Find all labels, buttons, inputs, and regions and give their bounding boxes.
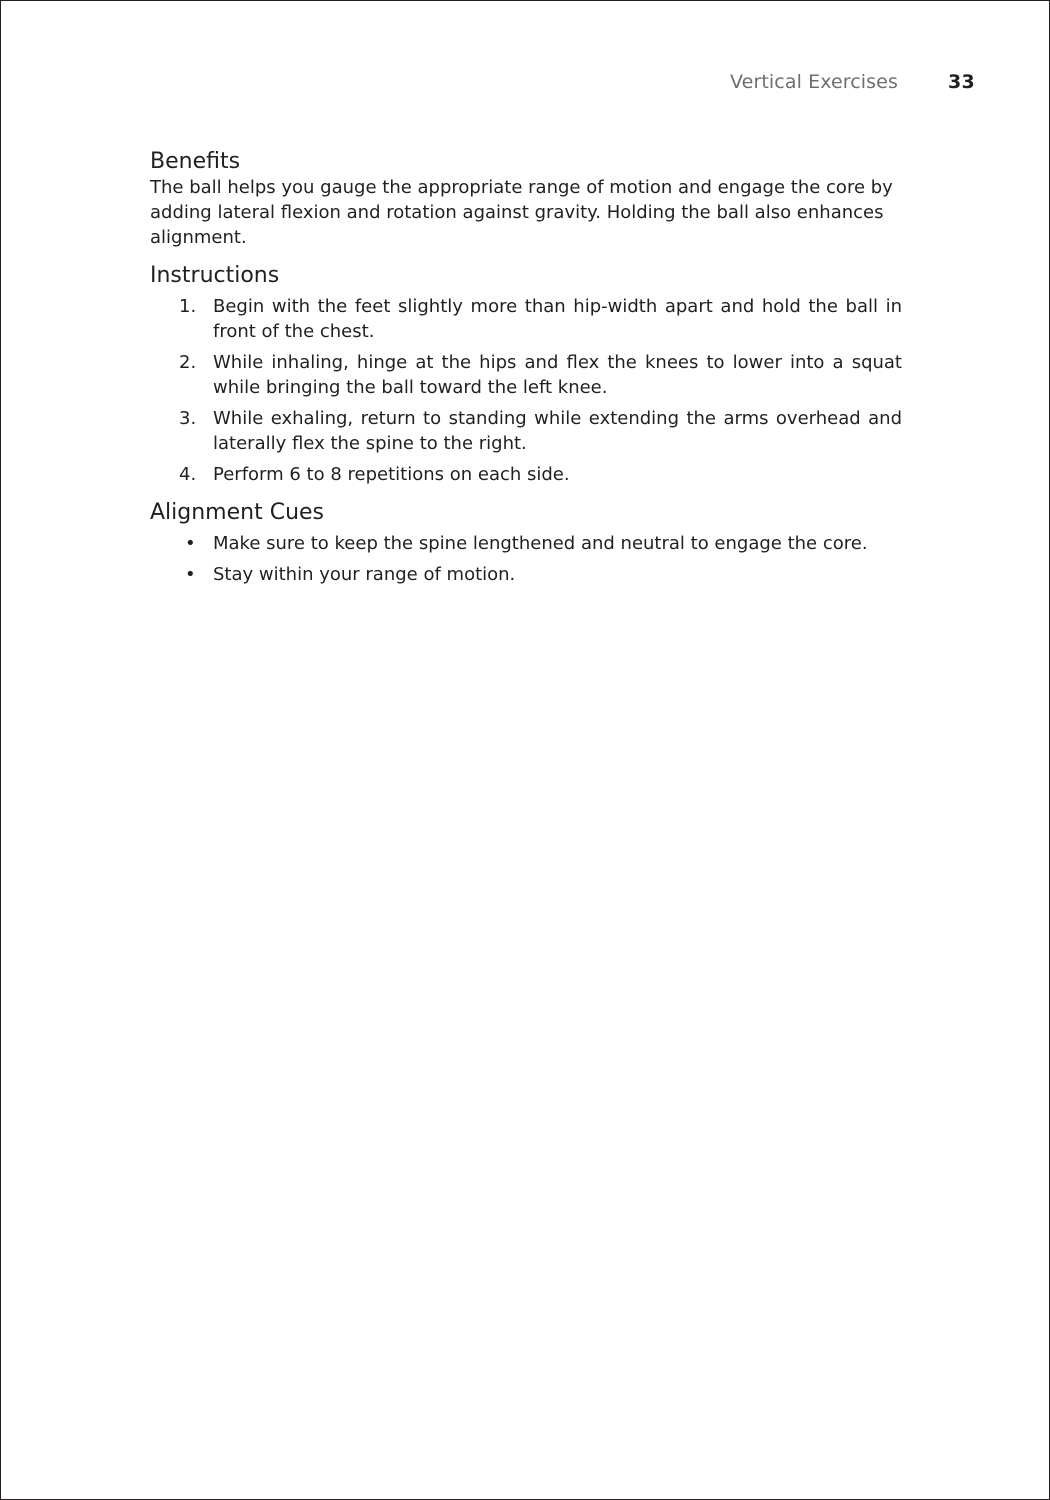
instructions-list — [150, 294, 902, 487]
instruction-step — [150, 406, 902, 456]
instruction-step — [150, 350, 902, 400]
step-number: 1. — [179, 296, 197, 317]
instructions-heading: Instructions — [150, 263, 280, 288]
step-text: Begin with the feet slightly more than hip-width apart and hold the ball in front of the chest. — [213, 296, 902, 342]
benefits-heading: Benefits — [150, 149, 241, 174]
step-number: 2. — [179, 352, 197, 373]
instruction-step — [150, 462, 902, 487]
step-number: 4. — [179, 464, 197, 485]
page-content — [150, 148, 902, 587]
alignment-cue — [150, 531, 902, 556]
bullet-icon: • — [185, 533, 196, 554]
step-text: While exhaling, return to standing while extending the arms overhead and laterally flex the spine to the right. — [213, 408, 902, 454]
alignment-cues-section — [150, 499, 902, 587]
step-text: Perform 6 to 8 repetitions on each side. — [213, 464, 570, 485]
page-number: 33 — [947, 71, 975, 93]
benefits-paragraph: The ball helps you gauge the appropriate range of motion and engage the core by adding lateral flexion and rotation against gravity. Holding the ball also enhances alignment. — [150, 177, 893, 248]
instructions-section — [150, 262, 902, 487]
benefits-section — [150, 148, 902, 250]
cue-text: Make sure to keep the spine lengthened and neutral to engage the core. — [213, 533, 868, 554]
running-title: Vertical Exercises — [730, 71, 898, 93]
running-head — [730, 69, 975, 95]
alignment-cue — [150, 562, 902, 587]
step-text: While inhaling, hinge at the hips and flex the knees to lower into a squat while bringing the ball toward the left knee. — [213, 352, 902, 398]
cue-text: Stay within your range of motion. — [213, 564, 516, 585]
step-number: 3. — [179, 408, 197, 429]
alignment-cues-list — [150, 531, 902, 587]
bullet-icon: • — [185, 564, 196, 585]
alignment-cues-heading: Alignment Cues — [150, 500, 325, 525]
instruction-step — [150, 294, 902, 344]
